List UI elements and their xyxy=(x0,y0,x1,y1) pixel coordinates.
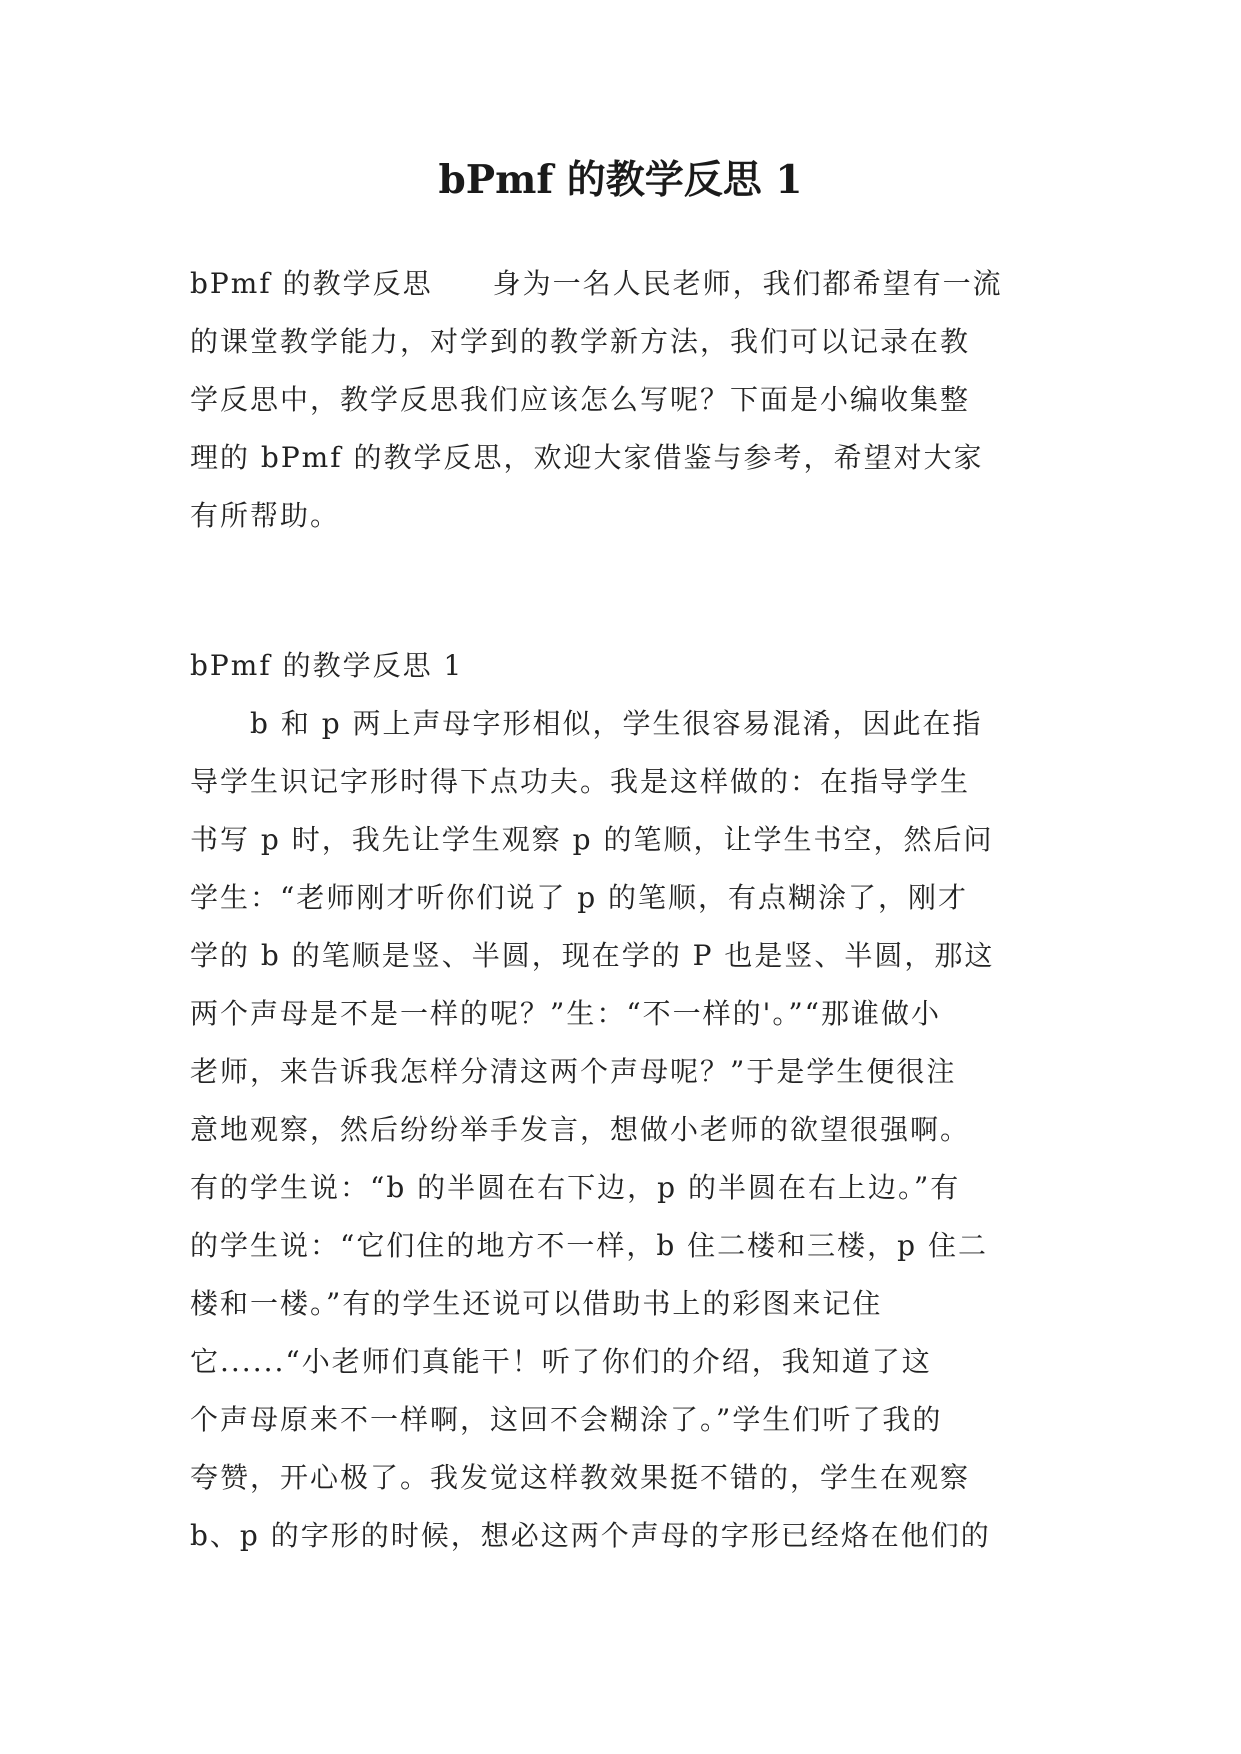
section-line: 书写 p 时，我先让学生观察 p 的笔顺，让学生书空，然后问 xyxy=(190,823,994,856)
intro-line: 有所帮助。 xyxy=(190,499,341,532)
section-line: 学的 b 的笔顺是竖、半圆，现在学的 P 也是竖、半圆，那这 xyxy=(190,939,995,972)
intro-line: 的课堂教学能力，对学到的教学新方法，我们可以记录在教 xyxy=(190,325,971,358)
section-line: 的学生说：“它们住的地方不一样，b 住二楼和三楼，p 住二 xyxy=(190,1229,988,1262)
intro-line: 学反思中，教学反思我们应该怎么写呢？下面是小编收集整 xyxy=(190,383,971,416)
document-title: bPmf 的教学反思 1 xyxy=(438,157,803,203)
section-line: 有的学生说：“b 的半圆在右下边，p 的半圆在右上边。”有 xyxy=(190,1171,961,1204)
intro-paragraph xyxy=(190,255,1062,545)
section-line: b、p 的字形的时候，想必这两个声母的字形已经烙在他们的 xyxy=(190,1519,991,1552)
section-line: 它......“小老师们真能干！听了你们的介绍，我知道了这 xyxy=(190,1345,932,1378)
section-paragraph xyxy=(190,695,1062,1565)
section-line: 导学生识记字形时得下点功夫。我是这样做的：在指导学生 xyxy=(190,765,971,798)
section-line: b 和 p 两上声母字形相似，学生很容易混淆，因此在指 xyxy=(190,707,983,740)
intro-line: bPmf 的教学反思 身为一名人民老师，我们都希望有一流 xyxy=(190,267,1003,300)
section-line: 楼和一楼。”有的学生还说可以借助书上的彩图来记住 xyxy=(190,1287,883,1320)
intro-line: 理的 bPmf 的教学反思，欢迎大家借鉴与参考，希望对大家 xyxy=(190,441,984,474)
section-line: 老师，来告诉我怎样分清这两个声母呢？”于是学生便很注 xyxy=(190,1055,957,1088)
section-line: 个声母原来不一样啊，这回不会糊涂了。”学生们听了我的 xyxy=(190,1403,943,1436)
section-line: 两个声母是不是一样的呢？”生：“不一样的'。”“那谁做小 xyxy=(190,997,941,1030)
section-line: 学生：“老师刚才听你们说了 p 的笔顺，有点糊涂了，刚才 xyxy=(190,881,969,914)
section-line: 意地观察，然后纷纷举手发言，想做小老师的欲望很强啊。 xyxy=(190,1113,971,1146)
section-heading: bPmf 的教学反思 1 xyxy=(190,649,464,682)
section-line: 夸赞，开心极了。我发觉这样教效果挺不错的，学生在观察 xyxy=(190,1461,971,1494)
